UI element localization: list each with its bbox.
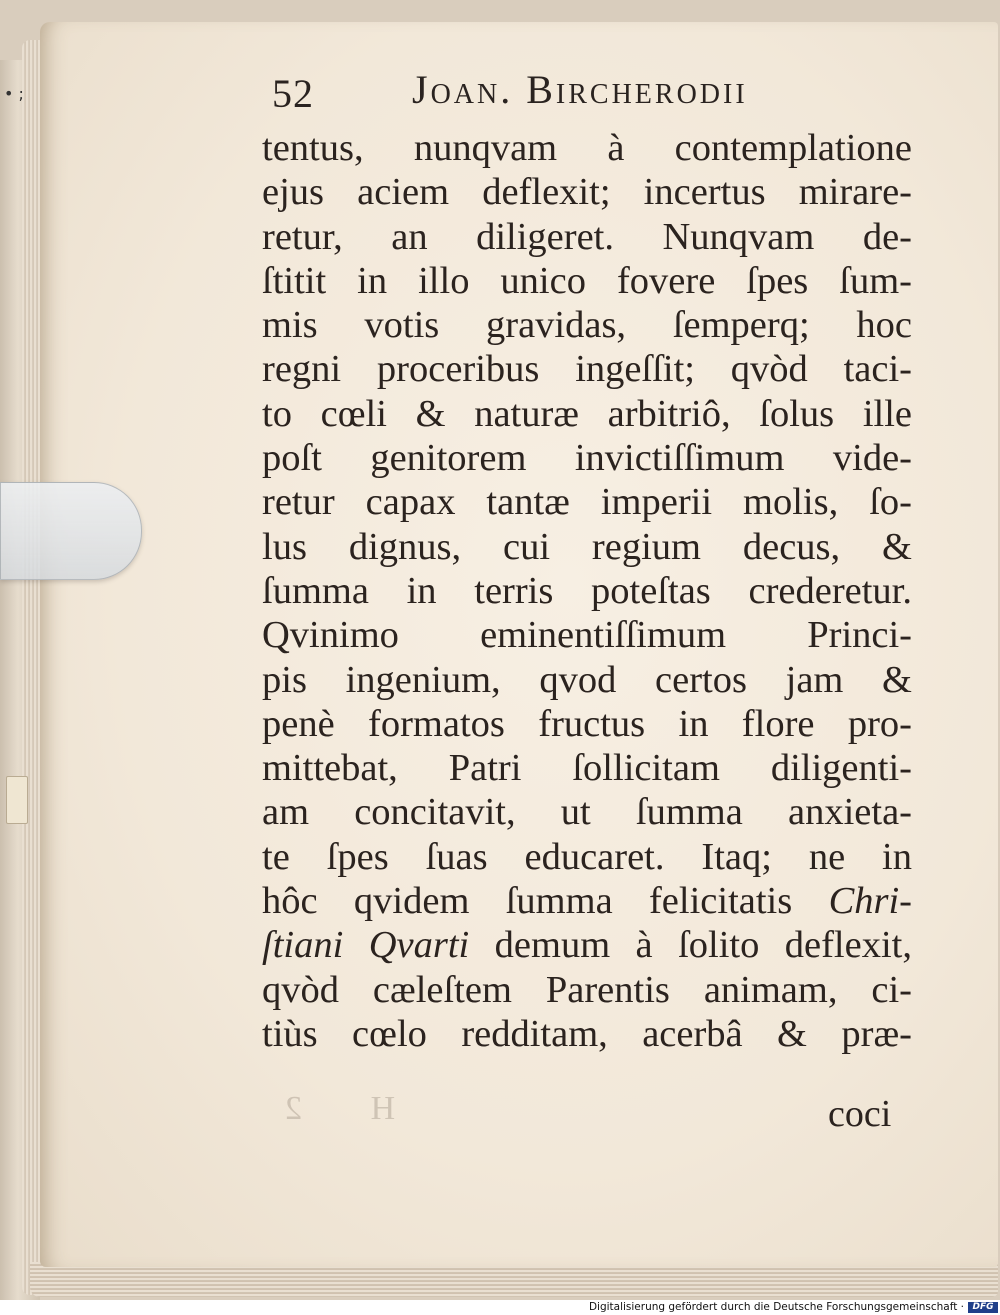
text-line — [262, 658, 912, 702]
text-line — [262, 126, 912, 170]
text-span: hôc qvidem ſumma felicitatis — [262, 880, 829, 923]
italic-name-span: Chri- — [828, 880, 912, 923]
text-span: am concitavit, ut ſumma anxieta- — [262, 791, 912, 834]
text-span: to cœli & naturæ arbitriô, ſolus ille — [262, 392, 912, 435]
text-line — [262, 613, 912, 657]
text-line — [262, 170, 912, 214]
text-line — [262, 215, 912, 259]
text-line — [262, 1012, 912, 1056]
text-line — [262, 436, 912, 480]
plastic-bookmark — [0, 482, 142, 580]
text-span: tiùs cœlo redditam, acerbâ & præ- — [262, 1012, 912, 1055]
text-line — [262, 569, 912, 613]
paper-clip-tab — [6, 776, 28, 824]
text-line — [262, 879, 912, 923]
text-span: penè formatos fructus in flore pro- — [262, 702, 912, 745]
text-line — [262, 835, 912, 879]
text-line — [262, 347, 912, 391]
text-span: te ſpes ſuas educaret. Itaq; ne in — [262, 835, 912, 878]
text-span: retur capax tantæ imperii molis, ſo- — [262, 481, 912, 524]
show-through-signature: H 2 — [255, 1090, 396, 1127]
text-line — [262, 702, 912, 746]
funding-note: Digitalisierung gefördert durch die Deutsche Forschungsgemeinschaft · — [588, 1301, 964, 1313]
text-line — [262, 923, 912, 967]
catchword: coci — [828, 1093, 892, 1135]
text-span: poſt genitorem invictiſſimum vide- — [262, 437, 912, 480]
body-text — [262, 126, 912, 1056]
text-line — [262, 259, 912, 303]
dfg-logo-icon: DFG — [968, 1302, 998, 1313]
text-span: pis ingenium, qvod certos jam & — [262, 658, 912, 701]
text-span: qvòd cæleſtem Parentis animam, ci- — [262, 968, 912, 1011]
text-span: Qvinimo eminentiſſimum Princi- — [262, 614, 912, 657]
italic-name-span: ſtiani Qvarti — [262, 924, 470, 967]
text-line — [262, 525, 912, 569]
text-span: ſumma in terris poteſtas crederetur. — [262, 569, 912, 612]
text-line — [262, 303, 912, 347]
text-span: ſtitit in illo unico fovere ſpes ſum- — [262, 259, 912, 302]
text-span: lus dignus, cui regium decus, & — [262, 525, 912, 568]
text-line — [262, 790, 912, 834]
text-span: retur, an diligeret. Nunqvam de- — [262, 215, 912, 258]
text-span: ejus aciem deflexit; incertus mirare- — [262, 171, 912, 214]
page-edges-bottom — [30, 1262, 998, 1297]
running-head: Joan. Bircherodii — [412, 67, 748, 112]
text-span: mis votis gravidas, ſemperq; hoc — [262, 304, 912, 347]
text-span: tentus, nunqvam à contemplatione — [262, 127, 912, 169]
text-span: demum à ſolito deflexit, — [469, 924, 912, 967]
text-line — [262, 968, 912, 1012]
page-number: 52 — [272, 71, 314, 116]
margin-marks: • ; — [4, 84, 24, 103]
text-line — [262, 480, 912, 524]
text-line — [262, 392, 912, 436]
text-span: mittebat, Patri ſollicitam diligenti- — [262, 747, 912, 790]
text-line — [262, 746, 912, 790]
text-span: regni proceribus ingeſſit; qvòd taci- — [262, 348, 912, 391]
